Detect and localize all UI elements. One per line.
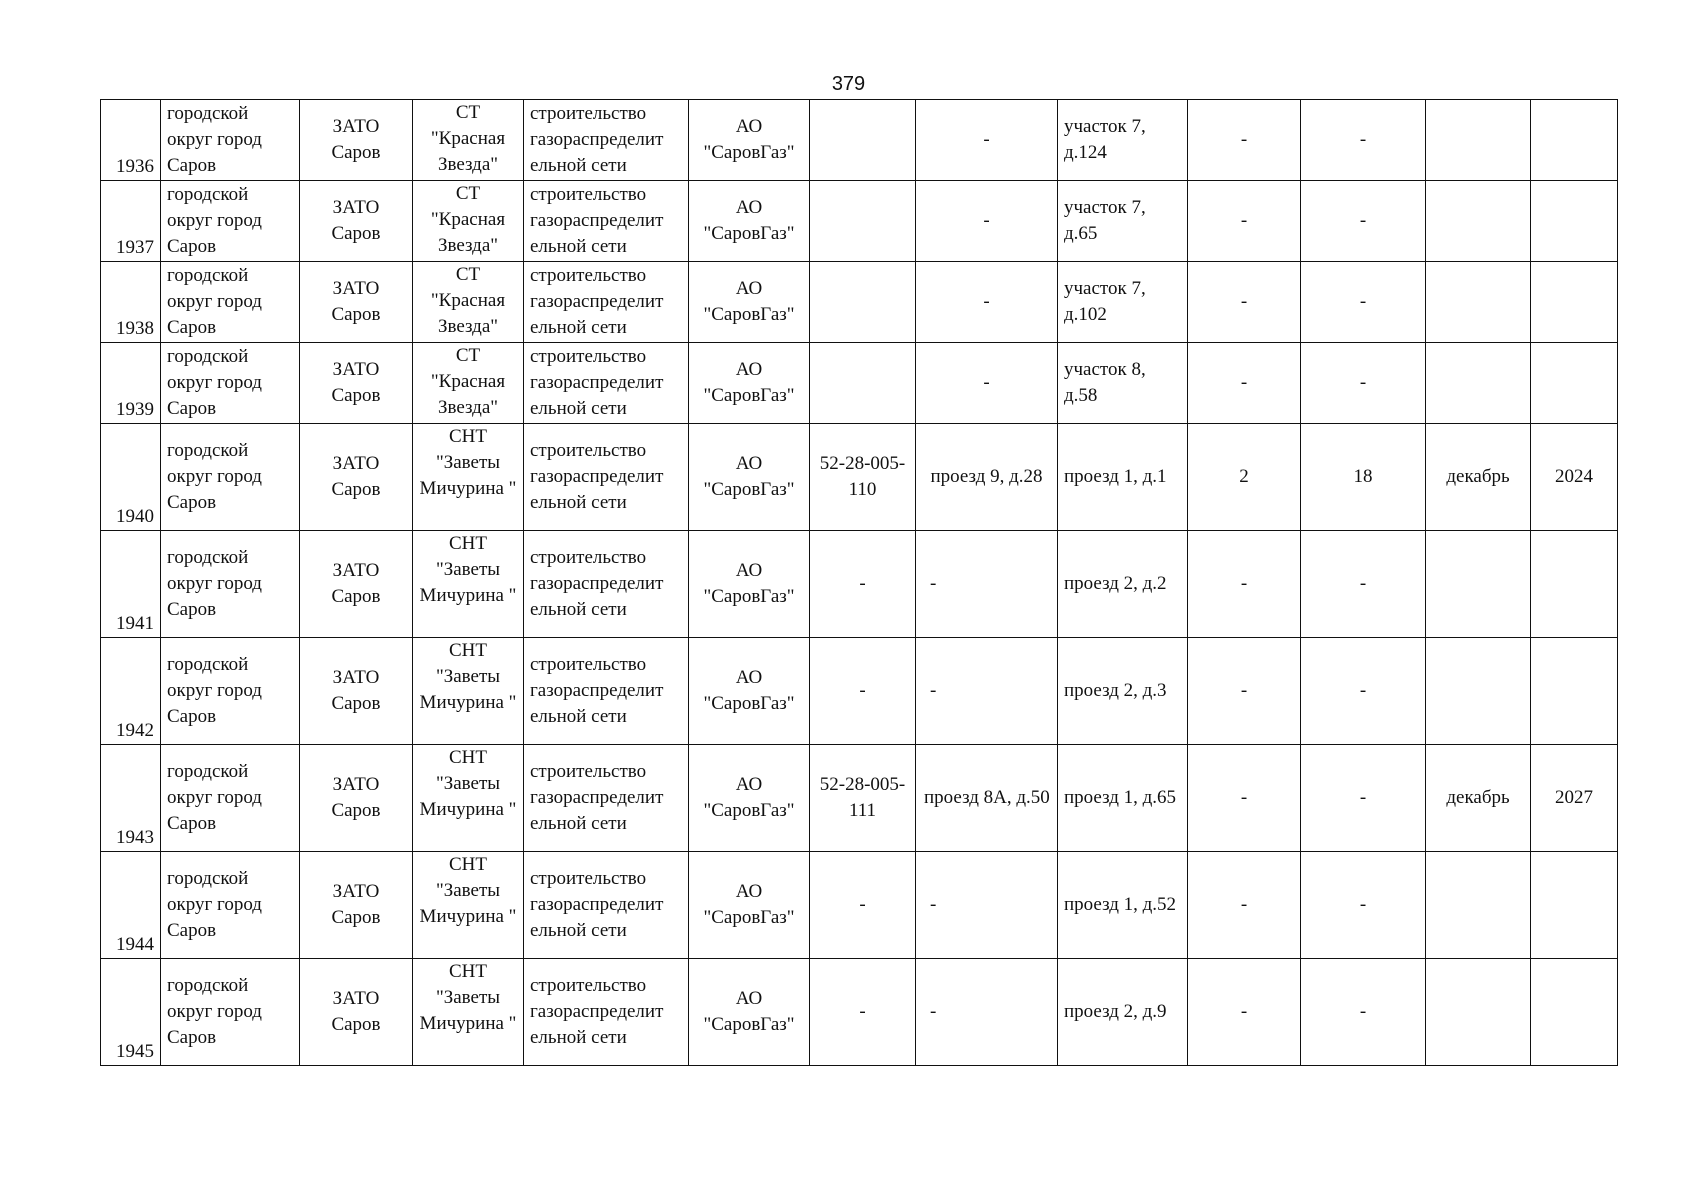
- connection-point-cell: -: [916, 343, 1058, 424]
- connection-point-cell: -: [916, 531, 1058, 638]
- company-cell: АО "СаровГаз": [689, 959, 810, 1066]
- organization-name: СТ "Красная Звезда": [430, 264, 506, 337]
- quantity-a-cell: -: [1188, 959, 1301, 1066]
- address-cell: участок 7, д.124: [1058, 100, 1188, 181]
- quantity-a-cell: -: [1188, 745, 1301, 852]
- company-cell: АО "СаровГаз": [689, 745, 810, 852]
- address-cell: участок 7, д.102: [1058, 262, 1188, 343]
- table-body: [101, 100, 1618, 1066]
- address-cell: проезд 1, д.52: [1058, 852, 1188, 959]
- work-type-cell: строительство газораспределит ельной сети: [524, 745, 689, 852]
- quantity-a-cell: -: [1188, 531, 1301, 638]
- zato-cell: ЗАТО Саров: [300, 343, 413, 424]
- year-cell: [1531, 852, 1618, 959]
- cadastre-cell: -: [810, 638, 916, 745]
- zato-cell: ЗАТО Саров: [300, 424, 413, 531]
- quantity-b-cell: -: [1301, 959, 1426, 1066]
- organization-cell: [413, 181, 524, 262]
- zato-cell: ЗАТО Саров: [300, 638, 413, 745]
- district-cell: городской округ город Саров: [161, 959, 300, 1066]
- month-cell: [1426, 181, 1531, 262]
- table-row: [101, 531, 1618, 638]
- work-type-cell: строительство газораспределит ельной сети: [524, 638, 689, 745]
- company-cell: АО "СаровГаз": [689, 262, 810, 343]
- company-cell: АО "СаровГаз": [689, 638, 810, 745]
- gasification-table: [100, 99, 1618, 1066]
- organization-name: СТ "Красная Звезда": [430, 345, 506, 418]
- quantity-b-cell: -: [1301, 343, 1426, 424]
- month-cell: [1426, 531, 1531, 638]
- row-number: 1936: [101, 100, 161, 181]
- district-cell: городской округ город Саров: [161, 100, 300, 181]
- year-cell: [1531, 181, 1618, 262]
- work-type-cell: строительство газораспределит ельной сети: [524, 343, 689, 424]
- quantity-b-cell: -: [1301, 638, 1426, 745]
- connection-point-cell: -: [916, 181, 1058, 262]
- row-number: 1938: [101, 262, 161, 343]
- table-row: [101, 852, 1618, 959]
- work-type-cell: строительство газораспределит ельной сети: [524, 181, 689, 262]
- cadastre-cell: -: [810, 852, 916, 959]
- quantity-b-cell: -: [1301, 262, 1426, 343]
- district-cell: городской округ город Саров: [161, 638, 300, 745]
- zato-cell: ЗАТО Саров: [300, 262, 413, 343]
- organization-cell: [413, 100, 524, 181]
- organization-cell: [413, 638, 524, 745]
- row-number: 1944: [101, 852, 161, 959]
- organization-cell: [413, 424, 524, 531]
- year-cell: [1531, 100, 1618, 181]
- row-number: 1939: [101, 343, 161, 424]
- district-cell: городской округ город Саров: [161, 424, 300, 531]
- quantity-b-cell: -: [1301, 531, 1426, 638]
- cadastre-cell: [810, 262, 916, 343]
- table-row: [101, 959, 1618, 1066]
- cadastre-cell: 52-28-005-111: [810, 745, 916, 852]
- address-cell: проезд 1, д.65: [1058, 745, 1188, 852]
- address-cell: проезд 2, д.9: [1058, 959, 1188, 1066]
- quantity-a-cell: -: [1188, 262, 1301, 343]
- company-cell: АО "СаровГаз": [689, 100, 810, 181]
- year-cell: 2027: [1531, 745, 1618, 852]
- month-cell: [1426, 262, 1531, 343]
- year-cell: [1531, 531, 1618, 638]
- organization-name: СНТ "Заветы Мичурина ": [419, 747, 517, 820]
- work-type-cell: строительство газораспределит ельной сети: [524, 262, 689, 343]
- year-cell: [1531, 343, 1618, 424]
- organization-name: СНТ "Заветы Мичурина ": [419, 640, 517, 713]
- quantity-b-cell: -: [1301, 181, 1426, 262]
- company-cell: АО "СаровГаз": [689, 424, 810, 531]
- row-number: 1942: [101, 638, 161, 745]
- address-cell: проезд 2, д.3: [1058, 638, 1188, 745]
- organization-name: СНТ "Заветы Мичурина ": [419, 961, 517, 1034]
- quantity-a-cell: -: [1188, 852, 1301, 959]
- month-cell: [1426, 852, 1531, 959]
- table-row: [101, 343, 1618, 424]
- organization-name: СТ "Красная Звезда": [430, 102, 506, 175]
- company-cell: АО "СаровГаз": [689, 852, 810, 959]
- row-number: 1937: [101, 181, 161, 262]
- address-cell: участок 8, д.58: [1058, 343, 1188, 424]
- zato-cell: ЗАТО Саров: [300, 959, 413, 1066]
- cadastre-cell: -: [810, 959, 916, 1066]
- cadastre-cell: [810, 181, 916, 262]
- district-cell: городской округ город Саров: [161, 181, 300, 262]
- district-cell: городской округ город Саров: [161, 531, 300, 638]
- table-row: [101, 262, 1618, 343]
- organization-cell: [413, 852, 524, 959]
- table-row: [101, 638, 1618, 745]
- month-cell: [1426, 343, 1531, 424]
- organization-cell: [413, 531, 524, 638]
- work-type-cell: строительство газораспределит ельной сети: [524, 531, 689, 638]
- cadastre-cell: 52-28-005-110: [810, 424, 916, 531]
- company-cell: АО "СаровГаз": [689, 531, 810, 638]
- page-number: 379: [831, 73, 866, 95]
- quantity-b-cell: 18: [1301, 424, 1426, 531]
- zato-cell: ЗАТО Саров: [300, 531, 413, 638]
- cadastre-cell: [810, 100, 916, 181]
- quantity-a-cell: -: [1188, 638, 1301, 745]
- address-cell: участок 7, д.65: [1058, 181, 1188, 262]
- organization-cell: [413, 959, 524, 1066]
- year-cell: [1531, 959, 1618, 1066]
- organization-name: СТ "Красная Звезда": [430, 183, 506, 256]
- connection-point-cell: -: [916, 100, 1058, 181]
- company-cell: АО "СаровГаз": [689, 181, 810, 262]
- connection-point-cell: -: [916, 262, 1058, 343]
- zato-cell: ЗАТО Саров: [300, 100, 413, 181]
- connection-point-cell: -: [916, 638, 1058, 745]
- company-cell: АО "СаровГаз": [689, 343, 810, 424]
- connection-point-cell: -: [916, 852, 1058, 959]
- month-cell: декабрь: [1426, 745, 1531, 852]
- organization-name: СНТ "Заветы Мичурина ": [419, 533, 517, 606]
- organization-name: СНТ "Заветы Мичурина ": [419, 854, 517, 927]
- quantity-b-cell: -: [1301, 100, 1426, 181]
- year-cell: [1531, 638, 1618, 745]
- district-cell: городской округ город Саров: [161, 745, 300, 852]
- address-cell: проезд 2, д.2: [1058, 531, 1188, 638]
- table-row: [101, 745, 1618, 852]
- connection-point-cell: проезд 8А, д.50: [916, 745, 1058, 852]
- cadastre-cell: -: [810, 531, 916, 638]
- work-type-cell: строительство газораспределит ельной сети: [524, 100, 689, 181]
- quantity-a-cell: -: [1188, 343, 1301, 424]
- connection-point-cell: -: [916, 959, 1058, 1066]
- row-number: 1945: [101, 959, 161, 1066]
- zato-cell: ЗАТО Саров: [300, 181, 413, 262]
- work-type-cell: строительство газораспределит ельной сети: [524, 424, 689, 531]
- work-type-cell: строительство газораспределит ельной сети: [524, 852, 689, 959]
- year-cell: 2024: [1531, 424, 1618, 531]
- year-cell: [1531, 262, 1618, 343]
- work-type-cell: строительство газораспределит ельной сети: [524, 959, 689, 1066]
- zato-cell: ЗАТО Саров: [300, 745, 413, 852]
- quantity-a-cell: -: [1188, 181, 1301, 262]
- zato-cell: ЗАТО Саров: [300, 852, 413, 959]
- row-number: 1940: [101, 424, 161, 531]
- table-row: [101, 181, 1618, 262]
- month-cell: [1426, 959, 1531, 1066]
- quantity-b-cell: -: [1301, 852, 1426, 959]
- connection-point-cell: проезд 9, д.28: [916, 424, 1058, 531]
- quantity-b-cell: -: [1301, 745, 1426, 852]
- organization-cell: [413, 745, 524, 852]
- month-cell: декабрь: [1426, 424, 1531, 531]
- row-number: 1943: [101, 745, 161, 852]
- address-cell: проезд 1, д.1: [1058, 424, 1188, 531]
- organization-cell: [413, 343, 524, 424]
- row-number: 1941: [101, 531, 161, 638]
- district-cell: городской округ город Саров: [161, 262, 300, 343]
- table-row: [101, 424, 1618, 531]
- quantity-a-cell: -: [1188, 100, 1301, 181]
- district-cell: городской округ город Саров: [161, 343, 300, 424]
- organization-cell: [413, 262, 524, 343]
- table-row: [101, 100, 1618, 181]
- quantity-a-cell: 2: [1188, 424, 1301, 531]
- organization-name: СНТ "Заветы Мичурина ": [419, 426, 517, 499]
- month-cell: [1426, 100, 1531, 181]
- cadastre-cell: [810, 343, 916, 424]
- month-cell: [1426, 638, 1531, 745]
- district-cell: городской округ город Саров: [161, 852, 300, 959]
